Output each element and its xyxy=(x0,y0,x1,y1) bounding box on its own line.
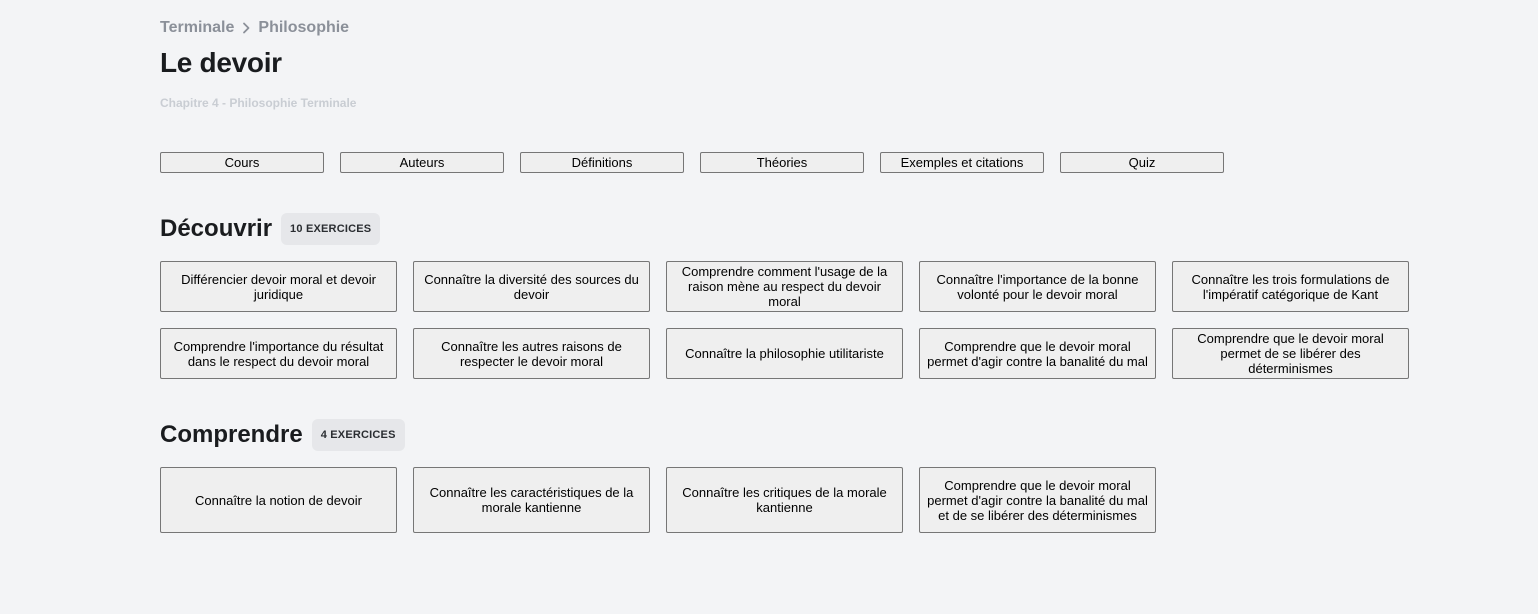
exercise-card[interactable]: Comprendre que le devoir moral permet de se libérer des déterminismes xyxy=(1172,328,1409,379)
exercise-count-badge: 10 EXERCICES xyxy=(281,213,380,245)
tab-cours[interactable]: Cours xyxy=(160,152,324,173)
tab-bar xyxy=(160,152,1224,173)
section-decouvrir-header xyxy=(160,213,380,245)
page-subtitle: Chapitre 4 - Philosophie Terminale xyxy=(160,96,357,110)
exercise-card[interactable]: Connaître les trois formulations de l'impératif catégorique de Kant xyxy=(1172,261,1409,312)
exercise-card[interactable]: Connaître la diversité des sources du devoir xyxy=(413,261,650,312)
exercise-card[interactable]: Connaître les caractéristiques de la morale kantienne xyxy=(413,467,650,533)
section-title: Découvrir xyxy=(160,215,273,242)
chevron-right-icon xyxy=(234,19,258,37)
tab-theories[interactable]: Théories xyxy=(700,152,864,173)
section-comprendre-grid xyxy=(160,467,1409,533)
exercise-card[interactable]: Comprendre comment l'usage de la raison mène au respect du devoir moral xyxy=(666,261,903,312)
page-title: Le devoir xyxy=(160,47,282,78)
exercise-card[interactable]: Connaître les autres raisons de respecter le devoir moral xyxy=(413,328,650,379)
tab-auteurs[interactable]: Auteurs xyxy=(340,152,504,173)
breadcrumb-parent[interactable]: Terminale xyxy=(160,19,235,36)
tab-quiz[interactable]: Quiz xyxy=(1060,152,1224,173)
exercise-card[interactable]: Connaître l'importance de la bonne volonté pour le devoir moral xyxy=(919,261,1156,312)
exercise-card[interactable]: Différencier devoir moral et devoir juridique xyxy=(160,261,397,312)
tab-definitions[interactable]: Définitions xyxy=(520,152,684,173)
exercise-count-badge: 4 EXERCICES xyxy=(312,419,405,451)
breadcrumb xyxy=(160,19,349,37)
exercise-card[interactable]: Comprendre l'importance du résultat dans le respect du devoir moral xyxy=(160,328,397,379)
breadcrumb-current[interactable]: Philosophie xyxy=(258,19,350,36)
exercise-card[interactable]: Connaître la notion de devoir xyxy=(160,467,397,533)
exercise-card[interactable]: Comprendre que le devoir moral permet d'agir contre la banalité du mal xyxy=(919,328,1156,379)
section-decouvrir-grid xyxy=(160,261,1409,379)
tab-exemples-citations[interactable]: Exemples et citations xyxy=(880,152,1044,173)
exercise-card[interactable]: Connaître les critiques de la morale kantienne xyxy=(666,467,903,533)
section-comprendre-header xyxy=(160,419,405,451)
section-title: Comprendre xyxy=(160,421,303,448)
exercise-card[interactable]: Connaître la philosophie utilitariste xyxy=(666,328,903,379)
exercise-card[interactable]: Comprendre que le devoir moral permet d'agir contre la banalité du mal et de se libérer des déterminismes xyxy=(919,467,1156,533)
